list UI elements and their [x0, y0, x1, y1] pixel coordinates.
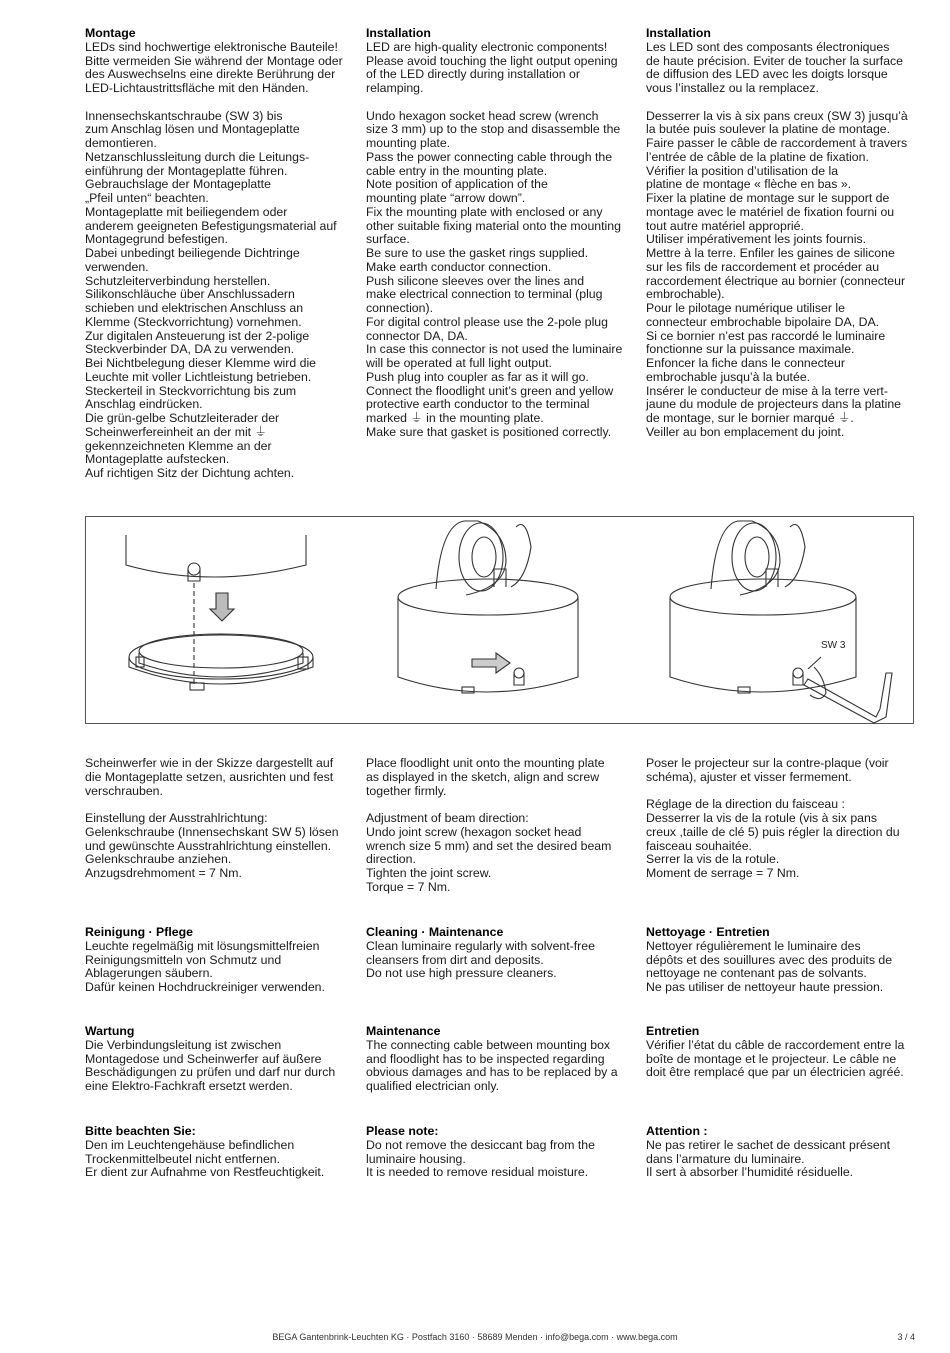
line: qualified electrician only. — [366, 1079, 500, 1093]
line: vous l’installez ou la remplacez. — [646, 81, 819, 95]
cleaning-fr — [646, 926, 908, 995]
heading: Please note: — [366, 1124, 439, 1138]
line: platine de montage « flèche en bas ». — [646, 177, 852, 192]
line: Montagegrund befestigen. — [85, 232, 228, 247]
line: In case this connector is not used the luminaire — [366, 342, 623, 357]
montage-fr — [646, 27, 908, 440]
line: raccordement électrique au bornier (connecteur — [646, 273, 906, 288]
line: Ne pas utiliser de nettoyeur haute pression. — [646, 980, 884, 994]
line: Reinigungsmitteln von Schmutz und — [85, 952, 282, 967]
line: montage avec le matériel de fixation fourni ou — [646, 204, 895, 219]
line: and floodlight has to be inspected regarding — [366, 1051, 605, 1066]
line: LEDs sind hochwertige elektronische Bauteile! — [85, 39, 338, 54]
line: Fixer la platine de montage sur le support de — [646, 191, 890, 205]
line: Clean luminaire regularly with solvent-free — [366, 938, 595, 953]
intro — [85, 41, 347, 96]
line: Adjustment of beam direction: — [366, 811, 529, 825]
heading: Installation — [366, 26, 431, 40]
line: Ablagerungen säubern. — [85, 966, 213, 981]
line: la butée puis soulever la platine de montage. — [646, 122, 891, 137]
line: direction. — [366, 852, 416, 867]
assembly-illustration — [85, 516, 914, 724]
line: Vérifier la position d’utilisation de la — [646, 163, 839, 178]
line: Place floodlight unit onto the mounting plate — [366, 756, 605, 770]
sw3-label: SW 3 — [821, 640, 846, 651]
line: und gewünschte Ausstrahlrichtung einstellen. — [85, 838, 332, 853]
line: Be sure to use the gasket rings supplied. — [366, 246, 589, 260]
line: nettoyage ne contenant pas de solvants. — [646, 966, 867, 981]
footer-address: BEGA Gantenbrink-Leuchten KG · Postfach 3160 · 58689 Menden · info@bega.com · www.bega.com — [272, 1332, 678, 1342]
placement-fr — [646, 757, 908, 881]
line: connecteur embrochable bipolaire DA, DA. — [646, 314, 880, 329]
intro — [366, 41, 628, 96]
line: Torque = 7 Nm. — [366, 879, 451, 894]
maintenance-en — [366, 1025, 628, 1094]
line: Dafür keinen Hochdruckreiniger verwenden. — [85, 980, 325, 994]
line: Netzanschlussleitung durch die Leitungs- — [85, 149, 310, 164]
line: Pour le pilotage numérique utiliser le — [646, 301, 845, 315]
heading: Cleaning · Maintenance — [366, 925, 504, 939]
line: Please avoid touching the light output opening — [366, 53, 618, 68]
line: „Pfeil unten“ beachten. — [85, 191, 209, 205]
line: Enfoncer la fiche dans le connecteur — [646, 356, 845, 370]
montage-de — [85, 27, 347, 481]
line: LED are high-quality electronic components! — [366, 39, 608, 54]
line: Note position of application of the — [366, 177, 548, 192]
heading: Attention : — [646, 1124, 708, 1138]
heading: Montage — [85, 26, 136, 40]
line: Gebrauchslage der Montageplatte — [85, 177, 271, 192]
line: Desserrer la vis à six pans creux (SW 3) jusqu’à — [646, 108, 908, 123]
line: de haute précision. Eviter de toucher la surface — [646, 53, 904, 68]
line: Faire passer le câble de raccordement à travers — [646, 136, 908, 150]
line: Undo joint screw (hexagon socket head — [366, 824, 582, 839]
line: luminaire housing. — [366, 1151, 466, 1166]
line: einführung der Montageplatte führen. — [85, 163, 288, 178]
line: For digital control please use the 2-pole plug — [366, 314, 608, 329]
line: eine Elektro-Fachkraft ersetzt werden. — [85, 1079, 293, 1093]
line: Schutzleiterverbindung herstellen. — [85, 273, 271, 288]
cleaning-de — [85, 926, 347, 995]
line: The connecting cable between mounting box — [366, 1037, 611, 1052]
line: obvious damages and has to be replaced by a — [366, 1065, 618, 1080]
note-de — [85, 1125, 347, 1180]
line: Bitte vermeiden Sie während der Montage oder — [85, 53, 343, 68]
line: Montageplatte aufstecken. — [85, 452, 230, 467]
line: Silikonschläuche über Anschlussadern — [85, 287, 295, 302]
heading: Installation — [646, 26, 711, 40]
line: Er dient zur Aufnahme von Restfeuchtigkeit. — [85, 1165, 325, 1180]
line: Leuchte mit voller Lichtleistung betrieben. — [85, 369, 312, 384]
line: Moment de serrage = 7 Nm. — [646, 866, 800, 880]
line: fonctionne sur la puissance maximale. — [646, 342, 855, 357]
line: will be operated at full light output. — [366, 356, 552, 370]
line: Desserrer la vis de la rotule (vis à six pans — [646, 811, 877, 825]
line: make electrical connection to terminal (plug — [366, 287, 603, 302]
line: Vérifier l’état du câble de raccordement entre la — [646, 1037, 905, 1052]
line: l’entrée de câble de la platine de fixation. — [646, 149, 869, 164]
line: Make sure that gasket is positioned correctly. — [366, 424, 612, 439]
line: des Auswechselns eine direkte Berührung der — [85, 67, 336, 82]
line: Si ce bornier n’est pas raccordé le luminaire — [646, 328, 886, 343]
line: Steckerteil in Steckvorrichtung bis zum — [85, 383, 297, 398]
line: LED-Lichtaustrittsfläche mit den Händen. — [85, 81, 309, 95]
heading: Wartung — [85, 1024, 135, 1038]
line: Anzugsdrehmoment = 7 Nm. — [85, 866, 242, 880]
line: Leuchte regelmäßig mit lösungsmittelfreien — [85, 938, 320, 953]
line: Scheinwerfer wie in der Skizze dargestellt auf — [85, 756, 334, 770]
line: verschrauben. — [85, 783, 163, 798]
line: Auf richtigen Sitz der Dichtung achten. — [85, 466, 295, 480]
line: Make earth conductor connection. — [366, 259, 552, 274]
line: Einstellung der Ausstrahlrichtung: — [85, 811, 268, 825]
line: Réglage de la direction du faisceau : — [646, 797, 845, 812]
line: Undo hexagon socket head screw (wrench — [366, 108, 599, 123]
line: cleansers from dirt and deposits. — [366, 952, 544, 967]
line: Push plug into coupler as far as it will go. — [366, 369, 589, 384]
line: protective earth conductor to the terminal — [366, 397, 590, 412]
line: cable entry in the mounting plate. — [366, 163, 548, 178]
line: connector DA, DA. — [366, 328, 468, 343]
line: Veiller au bon emplacement du joint. — [646, 424, 845, 439]
line: Dabei unbedingt beiliegende Dichtringe — [85, 246, 300, 260]
assembly-sketch — [86, 517, 915, 725]
heading: Entretien — [646, 1024, 700, 1038]
line: Bei Nichtbelegung dieser Klemme wird die — [85, 356, 317, 370]
line: It is needed to remove residual moisture. — [366, 1165, 589, 1180]
line: Connect the floodlight unit’s green and yellow — [366, 383, 614, 398]
placement-de — [85, 757, 347, 881]
line: demontieren. — [85, 136, 157, 150]
line: Gelenkschraube anziehen. — [85, 852, 232, 867]
line: gekennzeichneten Klemme an der — [85, 438, 272, 453]
line: mounting plate. — [366, 136, 451, 150]
line: Beschädigungen zu prüfen und darf nur durch — [85, 1065, 336, 1080]
line: connection). — [366, 301, 433, 315]
line: Ne pas retirer le sachet de dessicant présent — [646, 1137, 891, 1152]
line: anderem geeigneten Befestigungsmaterial auf — [85, 218, 337, 233]
line: Les LED sont des composants électroniques — [646, 39, 890, 54]
line: as displayed in the sketch, align and screw — [366, 769, 600, 784]
note-fr — [646, 1125, 908, 1180]
line: tout autre matériel approprié. — [646, 218, 804, 233]
line: Insérer le conducteur de mise à la terre vert- — [646, 383, 888, 398]
line: jaune du module de projecteurs dans la platine — [646, 397, 901, 412]
line: de montage, sur le bornier marqué ⏚. — [646, 411, 854, 425]
line: Poser le projecteur sur la contre-plaque (voir — [646, 756, 889, 770]
line: Do not remove the desiccant bag from the — [366, 1137, 595, 1152]
line: embrochable). — [646, 287, 725, 302]
line: mounting plate “arrow down”. — [366, 191, 526, 205]
line: other suitable fixing material onto the mounting — [366, 218, 621, 233]
line: surface. — [366, 232, 410, 247]
line: Mettre à la terre. Enfiler les gaines de silicone — [646, 246, 895, 260]
line: Die grün-gelbe Schutzleiterader der — [85, 411, 280, 425]
line: Den im Leuchtengehäuse befindlichen — [85, 1137, 295, 1152]
line: zum Anschlag lösen und Montageplatte — [85, 122, 300, 137]
line: Nettoyer régulièrement le luminaire des — [646, 938, 861, 953]
placement-en — [366, 757, 628, 895]
heading: Nettoyage · Entretien — [646, 925, 770, 939]
page-number: 3 / 4 — [897, 1332, 915, 1342]
note-en — [366, 1125, 628, 1180]
line: Gelenkschraube (Innensechskant SW 5) lösen — [85, 824, 339, 839]
line: Utiliser impérativement les joints fournis. — [646, 232, 867, 247]
line: Montageplatte mit beiliegendem oder — [85, 204, 288, 219]
line: Serrer la vis de la rotule. — [646, 852, 780, 867]
line: size 3 mm) up to the stop and disassemble the — [366, 122, 621, 137]
steps — [646, 110, 908, 440]
line: dépôts et des souillures avec des produits de — [646, 952, 893, 967]
line: Innensechskantschraube (SW 3) bis — [85, 108, 283, 123]
steps — [85, 110, 347, 481]
line: boîte de montage et le projecteur. Le câble ne — [646, 1051, 897, 1066]
line: doit être remplacé que par un électricien agréé. — [646, 1065, 904, 1080]
line: Tighten the joint screw. — [366, 866, 492, 880]
line: faisceau souhaitée. — [646, 838, 752, 853]
line: embrochable jusqu’à la butée. — [646, 369, 811, 384]
line: of the LED directly during installation or — [366, 67, 580, 82]
intro — [646, 41, 908, 96]
line: creux ,taille de clé 5) puis régler la direction du — [646, 824, 900, 839]
line: Die Verbindungsleitung ist zwischen — [85, 1037, 282, 1052]
line: schieben und elektrischen Anschluss an — [85, 301, 304, 315]
line: sur les fils de raccordement et procéder au — [646, 259, 880, 274]
line: Fix the mounting plate with enclosed or any — [366, 204, 603, 219]
heading: Bitte beachten Sie: — [85, 1124, 196, 1138]
line: Trockenmittelbeutel nicht entfernen. — [85, 1151, 281, 1166]
montage-en — [366, 27, 628, 440]
line: Pass the power connecting cable through the — [366, 149, 613, 164]
line: marked ⏚ in the mounting plate. — [366, 411, 544, 425]
cleaning-en — [366, 926, 628, 981]
line: Zur digitalen Ansteuerung ist der 2-polige — [85, 328, 310, 343]
steps — [366, 110, 628, 440]
heading: Maintenance — [366, 1024, 441, 1038]
line: wrench size 5 mm) and set the desired beam — [366, 838, 612, 853]
line: Anschlag eindrücken. — [85, 397, 203, 412]
line: die Montageplatte setzen, ausrichten und fest — [85, 769, 334, 784]
line: schéma), ajuster et visser fermement. — [646, 769, 852, 784]
line: verwenden. — [85, 259, 149, 274]
line: together firmly. — [366, 783, 447, 798]
line: Scheinwerfereinheit an der mit ⏚ — [85, 424, 267, 439]
line: de diffusion des LED avec les doigts lorsque — [646, 67, 888, 82]
line: Push silicone sleeves over the lines and — [366, 273, 585, 288]
line: dans l’armature du luminaire. — [646, 1151, 805, 1166]
line: Montagedose und Scheinwerfer auf äußere — [85, 1051, 322, 1066]
maintenance-de — [85, 1025, 347, 1094]
line: relamping. — [366, 81, 424, 95]
line: Do not use high pressure cleaners. — [366, 966, 557, 981]
maintenance-fr — [646, 1025, 908, 1080]
line: Steckverbinder DA, DA zu verwenden. — [85, 342, 295, 357]
line: Il sert à absorber l’humidité résiduelle. — [646, 1165, 854, 1180]
heading: Reinigung · Pflege — [85, 925, 193, 939]
line: Klemme (Steckvorrichtung) vornehmen. — [85, 314, 302, 329]
